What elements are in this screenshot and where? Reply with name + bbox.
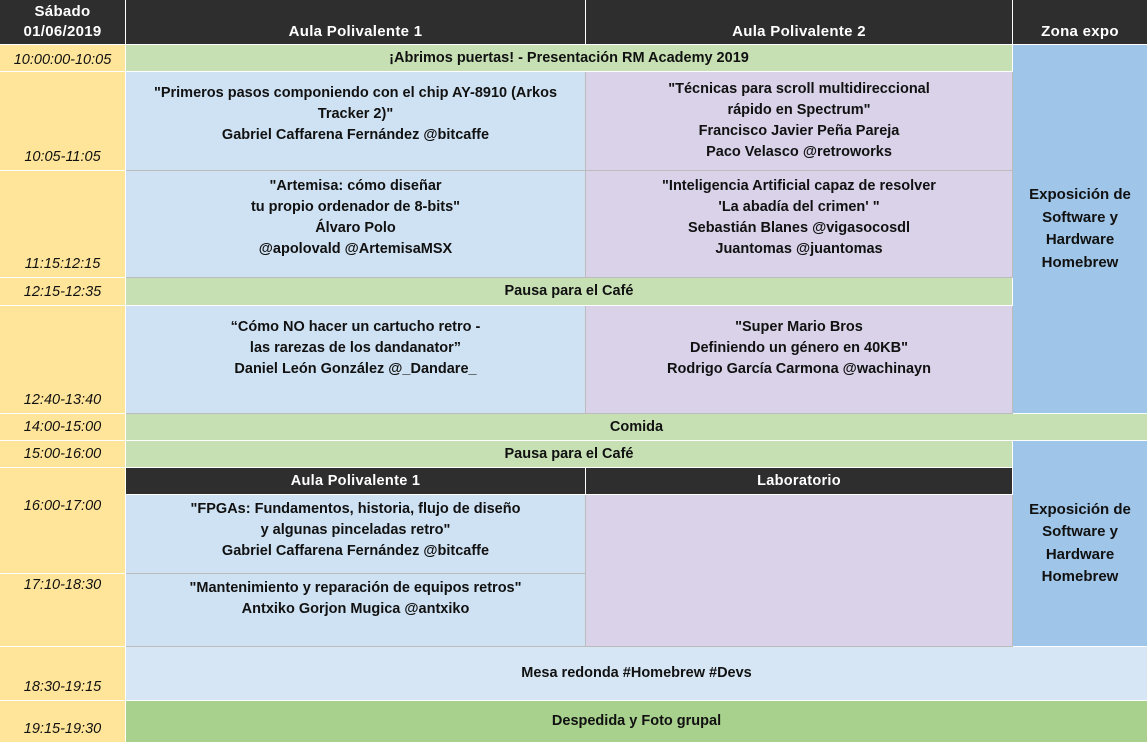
time-label: 10:00:00-10:05 xyxy=(13,52,112,68)
farewell-session xyxy=(126,701,1148,743)
lab-subheader xyxy=(586,468,1013,495)
date-label: 01/06/2019 xyxy=(23,23,102,40)
time-cell xyxy=(0,414,126,441)
time-label: 12:40-13:40 xyxy=(23,392,102,408)
talk-line: "Mantenimiento y reparación de equipos retros" xyxy=(189,580,522,596)
talk-room2 xyxy=(586,72,1013,171)
talk-line: "Super Mario Bros xyxy=(735,319,863,335)
expo-line: Exposición de xyxy=(1029,186,1131,203)
time-cell xyxy=(0,574,126,647)
talk-line: Antxiko Gorjon Mugica @antxiko xyxy=(241,601,470,617)
talk-room1 xyxy=(126,171,586,278)
talk-line: rápido en Spectrum" xyxy=(727,102,871,118)
session-title: Despedida y Foto grupal xyxy=(551,713,722,729)
expo-header xyxy=(1013,0,1148,45)
expo-line: Software y xyxy=(1042,208,1118,226)
room1-header-label: Aula Polivalente 1 xyxy=(288,23,423,40)
time-label: 18:30-19:15 xyxy=(23,679,102,695)
talk-line: "Técnicas para scroll multidireccional xyxy=(668,81,930,97)
talk-room1 xyxy=(126,495,586,574)
coffee-break xyxy=(126,278,1013,306)
talk-line: las rarezas de los dandanator” xyxy=(249,340,462,356)
talk-line: "Inteligencia Artificial capaz de resolver xyxy=(662,178,936,194)
session-title: Pausa para el Café xyxy=(504,445,634,462)
talk-line: tu propio ordenador de 8-bits" xyxy=(250,199,461,215)
talk-lab xyxy=(586,495,1013,647)
time-cell xyxy=(0,171,126,278)
expo-line: Homebrew xyxy=(1041,568,1119,585)
talk-room1 xyxy=(126,574,586,647)
talk-line: "FPGAs: Fundamentos, historia, flujo de diseño xyxy=(190,500,521,517)
expo-line: Homebrew xyxy=(1041,253,1119,271)
session-title: Pausa para el Café xyxy=(504,283,634,299)
talk-line: Álvaro Polo xyxy=(315,220,396,236)
expo-area-morning xyxy=(1013,45,1148,414)
time-cell xyxy=(0,306,126,414)
talk-line: "Primeros pasos componiendo con el chip AY-8910 (Arkos xyxy=(153,84,558,101)
talk-line: Juantomas @juantomas xyxy=(715,241,883,257)
time-label: 10:05-11:05 xyxy=(24,149,101,165)
time-cell xyxy=(0,45,126,72)
session-title: ¡Abrimos puertas! - Presentación RM Academy 2019 xyxy=(389,49,749,66)
expo-line: Hardware xyxy=(1045,231,1115,248)
talk-line: y algunas pinceladas retro" xyxy=(260,521,451,538)
time-label: 11:15:12:15 xyxy=(24,256,101,272)
talk-line: Gabriel Caffarena Fernández @bitcaffe xyxy=(221,542,490,559)
talk-line: Rodrigo García Carmona @wachinayn xyxy=(667,361,931,377)
time-cell xyxy=(0,468,126,574)
time-cell xyxy=(0,72,126,171)
talk-room1 xyxy=(126,72,586,171)
expo-line: Exposición de xyxy=(1029,500,1131,518)
expo-line: Hardware xyxy=(1045,545,1115,563)
subheader-label: Aula Polivalente 1 xyxy=(290,472,421,489)
time-label: 19:15-19:30 xyxy=(23,721,102,737)
room2-header-label: Aula Polivalente 2 xyxy=(732,23,866,40)
talk-line: Francisco Javier Peña Pareja xyxy=(698,123,900,139)
opening-session xyxy=(126,45,1013,72)
time-cell xyxy=(0,278,126,306)
talk-line: Definiendo un género en 40KB" xyxy=(690,340,908,356)
date-header xyxy=(0,0,126,45)
talk-line: Paco Velasco @retroworks xyxy=(706,144,892,160)
round-table-session xyxy=(126,647,1148,701)
subheader-label: Laboratorio xyxy=(757,472,841,489)
talk-line: Daniel León González @_Dandare_ xyxy=(234,361,477,377)
talk-line: Gabriel Caffarena Fernández @bitcaffe xyxy=(221,126,490,143)
expo-line: Software y xyxy=(1042,523,1118,540)
room2-header xyxy=(586,0,1013,45)
time-cell xyxy=(0,441,126,468)
time-label: 15:00-16:00 xyxy=(23,446,102,462)
day-label: Sábado xyxy=(34,3,91,20)
talk-line: “Cómo NO hacer un cartucho retro - xyxy=(230,319,481,335)
talk-line: Tracker 2)" xyxy=(317,105,394,122)
time-cell xyxy=(0,701,126,743)
room1-header xyxy=(126,0,586,45)
talk-room2 xyxy=(586,171,1013,278)
talk-line: "Artemisa: cómo diseñar xyxy=(269,178,442,194)
lunch-break xyxy=(126,414,1148,441)
session-title: Comida xyxy=(609,418,664,435)
session-title: Mesa redonda #Homebrew #Devs xyxy=(521,665,752,681)
time-label: 14:00-15:00 xyxy=(23,419,102,435)
time-label: 17:10-18:30 xyxy=(23,577,102,593)
talk-line: @apolovald @ArtemisaMSX xyxy=(258,241,453,257)
room1-subheader xyxy=(126,468,586,495)
expo-header-label: Zona expo xyxy=(1041,23,1119,40)
talk-room2 xyxy=(586,306,1013,414)
time-label: 16:00-17:00 xyxy=(23,498,102,514)
talk-line: 'La abadía del crimen' " xyxy=(718,199,880,215)
talk-line: Sebastián Blanes @vigasocosdl xyxy=(687,220,911,236)
talk-room1 xyxy=(126,306,586,414)
expo-area-afternoon xyxy=(1013,441,1148,647)
coffee-break xyxy=(126,441,1013,468)
time-label: 12:15-12:35 xyxy=(23,284,102,300)
time-cell xyxy=(0,647,126,701)
